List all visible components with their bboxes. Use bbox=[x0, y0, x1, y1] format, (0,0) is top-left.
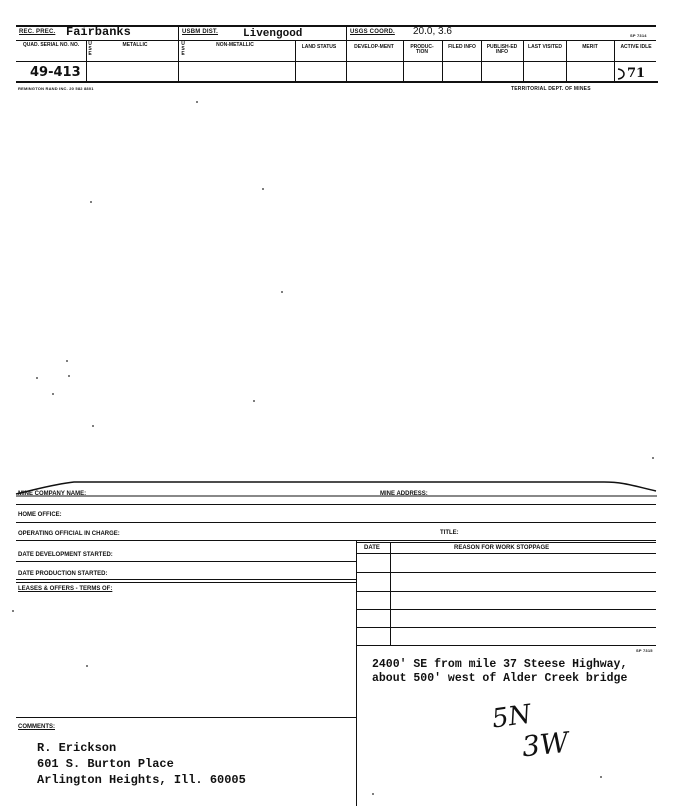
address-line-2: 601 S. Burton Place bbox=[37, 757, 174, 771]
table-divider bbox=[356, 540, 357, 646]
header-divider bbox=[481, 40, 482, 81]
address-line-3: Arlington Heights, Ill. 60005 bbox=[37, 773, 246, 787]
form-number-2: SP 7315 bbox=[636, 648, 653, 653]
usgs-coord-value: 20.0, 3.6 bbox=[413, 26, 452, 37]
printer-line: REMINGTON RAND INC. 20 582 8801 bbox=[18, 86, 94, 91]
scan-speck bbox=[90, 201, 92, 203]
title-label: TITLE: bbox=[440, 530, 459, 536]
row-line bbox=[16, 561, 356, 562]
production-label: PRODUC-TION bbox=[410, 44, 434, 55]
mine-company-label: MINE COMPANY NAME: bbox=[18, 491, 87, 497]
scan-speck bbox=[36, 377, 38, 379]
operating-official-label: OPERATING OFFICIAL IN CHARGE: bbox=[18, 531, 120, 537]
usgs-dist-value: Livengood bbox=[243, 28, 303, 40]
rec-prec-label: REC. PREC. bbox=[19, 29, 56, 35]
quad-serial-value: 49-413 bbox=[30, 65, 81, 80]
scan-speck bbox=[92, 425, 94, 427]
scan-speck bbox=[12, 610, 14, 612]
row-line bbox=[16, 522, 656, 523]
form-number: SP 7314 bbox=[630, 33, 647, 38]
scan-speck bbox=[66, 360, 68, 362]
scan-speck bbox=[262, 188, 264, 190]
scan-speck bbox=[652, 457, 654, 459]
prod-started-label: DATE PRODUCTION STARTED: bbox=[18, 571, 108, 577]
last-visited-label: LAST VISITED bbox=[528, 44, 562, 50]
department-label: TERRITORIAL DEPT. OF MINES bbox=[511, 86, 591, 92]
year-underline bbox=[600, 81, 658, 83]
scan-speck bbox=[372, 793, 374, 795]
header-divider bbox=[403, 40, 404, 81]
address-line-1: R. Erickson bbox=[37, 741, 117, 755]
hand-note-2: 3W bbox=[520, 725, 571, 764]
date-col-label: DATE bbox=[364, 545, 380, 551]
location-line-2: about 500' west of Alder Creek bridge bbox=[372, 672, 628, 685]
scan-speck bbox=[86, 665, 88, 667]
circle-mark-icon bbox=[614, 66, 628, 82]
header-divider bbox=[295, 40, 296, 81]
usgs-dist-label: USBM DIST. bbox=[182, 29, 219, 35]
header-divider bbox=[178, 25, 179, 81]
row-line bbox=[16, 504, 656, 505]
row-line bbox=[356, 627, 656, 628]
row-line bbox=[16, 717, 356, 718]
row-line bbox=[356, 645, 656, 646]
header-divider bbox=[346, 25, 347, 81]
mine-address-label: MINE ADDRESS: bbox=[380, 491, 428, 497]
header-row-divider bbox=[16, 40, 656, 41]
header-row-divider-2 bbox=[16, 61, 656, 62]
scan-speck bbox=[196, 101, 198, 103]
dev-started-label: DATE DEVELOPMENT STARTED: bbox=[18, 552, 113, 558]
comments-label: COMMENTS: bbox=[18, 724, 55, 730]
scan-speck bbox=[600, 776, 602, 778]
leases-label: LEASES & OFFERS - TERMS OF: bbox=[18, 586, 113, 592]
active-idle-label: ACTIVE IDLE bbox=[620, 44, 652, 50]
rec-prec-value: Fairbanks bbox=[66, 25, 131, 39]
reason-col-label: REASON FOR WORK STOPPAGE bbox=[454, 545, 550, 551]
metallic-label: METALLIC bbox=[122, 42, 148, 48]
row-line bbox=[16, 582, 356, 583]
home-office-label: HOME OFFICE: bbox=[18, 512, 62, 518]
table-divider bbox=[390, 542, 391, 646]
filed-info-label: FILED INFO bbox=[448, 44, 476, 50]
use-label-2: U S E bbox=[181, 41, 185, 57]
merit-label: MERIT bbox=[582, 44, 598, 50]
scan-speck bbox=[281, 291, 283, 293]
comments-divider bbox=[356, 646, 357, 806]
card-top-border bbox=[14, 476, 658, 498]
quad-serial-label: QUAD. SERIAL NO. NO. bbox=[22, 42, 80, 48]
published-info-label: PUBLISH-ED INFO bbox=[486, 44, 518, 55]
use-label-1: U S E bbox=[88, 41, 92, 57]
usgs-coord-label: USGS COORD. bbox=[350, 29, 395, 35]
row-line bbox=[356, 609, 656, 610]
scan-speck bbox=[52, 393, 54, 395]
header-divider bbox=[566, 40, 567, 81]
scan-speck bbox=[68, 375, 70, 377]
row-line bbox=[356, 553, 656, 554]
development-label: DEVELOP-MENT bbox=[354, 44, 394, 50]
row-line bbox=[16, 579, 356, 580]
header-divider bbox=[442, 40, 443, 81]
nonmetallic-label: NON-METALLIC bbox=[216, 42, 254, 48]
hand-note-1: 5N bbox=[490, 699, 534, 735]
location-line-1: 2400' SE from mile 37 Steese Highway, bbox=[372, 658, 628, 671]
header-divider bbox=[523, 40, 524, 81]
scan-speck bbox=[253, 400, 255, 402]
header-bottom-border bbox=[16, 81, 656, 83]
row-line bbox=[356, 591, 656, 592]
land-status-label: LAND STATUS bbox=[301, 44, 337, 50]
row-line bbox=[356, 542, 656, 543]
year-value: 71 bbox=[627, 66, 646, 81]
row-line bbox=[356, 572, 656, 573]
row-line bbox=[16, 540, 656, 541]
